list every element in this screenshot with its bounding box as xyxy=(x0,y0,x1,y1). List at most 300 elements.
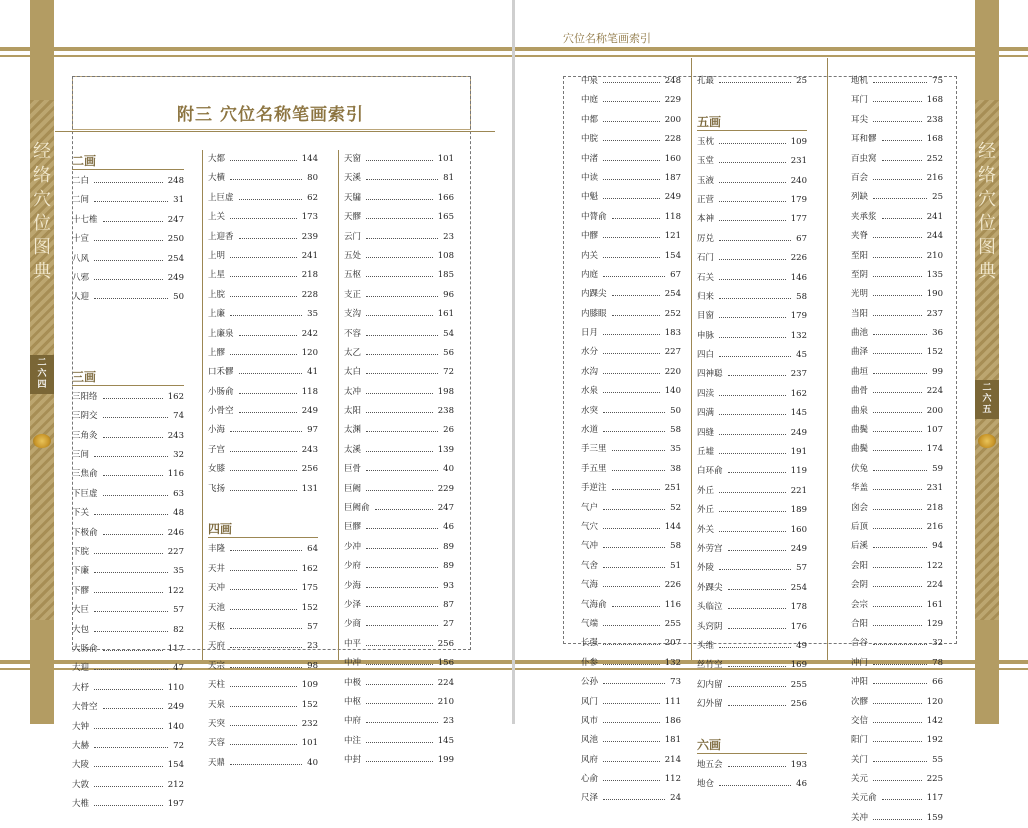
index-entry xyxy=(851,537,943,556)
index-entry xyxy=(851,188,943,207)
page-ref: 121 xyxy=(664,231,681,242)
leader-dots xyxy=(366,257,433,258)
index-entry xyxy=(851,72,943,91)
page-ref: 189 xyxy=(790,505,807,516)
index-entry xyxy=(72,172,184,191)
index-entry xyxy=(208,560,318,579)
acupoint-name: 天突 xyxy=(208,718,226,729)
index-entry xyxy=(208,169,318,188)
index-entry xyxy=(208,734,318,753)
page-ref: 243 xyxy=(167,430,184,441)
left-side-strip xyxy=(30,0,54,724)
acupoint-name: 少府 xyxy=(344,561,362,572)
index-entry xyxy=(581,654,681,673)
leader-dots xyxy=(94,689,163,690)
index-entry xyxy=(344,208,454,227)
acupoint-name: 少泽 xyxy=(344,599,362,610)
leader-dots xyxy=(719,201,786,202)
page-ref: 58 xyxy=(796,291,807,302)
page-ref: 168 xyxy=(926,134,943,145)
index-entry xyxy=(697,210,807,229)
section-underline xyxy=(697,130,807,131)
acupoint-name: 大杼 xyxy=(72,682,90,693)
index-entry xyxy=(344,538,454,557)
index-entry xyxy=(72,250,184,269)
index-entry xyxy=(851,751,943,770)
leader-dots xyxy=(366,218,433,219)
acupoint-name: 合阳 xyxy=(851,618,869,629)
index-entry xyxy=(72,230,184,249)
acupoint-name: 中都 xyxy=(581,114,599,125)
leader-dots xyxy=(728,550,786,551)
page-ref: 231 xyxy=(926,483,943,494)
page-ref: 159 xyxy=(926,812,943,823)
index-column-2 xyxy=(208,150,318,773)
acupoint-name: 大赫 xyxy=(72,740,90,751)
leader-dots xyxy=(873,121,922,122)
page-ref: 35 xyxy=(307,309,318,320)
leader-dots xyxy=(603,741,660,742)
acupoint-name: 气端 xyxy=(581,618,599,629)
leader-dots xyxy=(603,353,660,354)
leader-dots xyxy=(882,160,922,161)
top-band xyxy=(0,47,512,51)
leader-dots xyxy=(230,276,297,277)
leader-dots xyxy=(603,683,665,684)
leader-dots xyxy=(873,470,927,471)
acupoint-name: 大巨 xyxy=(72,605,90,616)
leader-dots xyxy=(719,492,786,493)
acupoint-name: 会阳 xyxy=(851,560,869,571)
right-page xyxy=(515,0,1028,823)
acupoint-name: 伏兔 xyxy=(851,463,869,474)
acupoint-name: 归来 xyxy=(697,291,715,302)
acupoint-name: 囟会 xyxy=(851,502,869,513)
leader-dots xyxy=(230,744,297,745)
page-ref: 23 xyxy=(307,641,318,652)
page-ref: 46 xyxy=(443,522,454,533)
index-entry xyxy=(581,305,681,324)
index-entry xyxy=(344,751,454,770)
leader-dots xyxy=(366,703,433,704)
leader-dots xyxy=(366,373,438,374)
leader-dots xyxy=(366,470,438,471)
index-entry xyxy=(344,150,454,169)
index-entry xyxy=(344,402,454,421)
index-entry xyxy=(344,480,454,499)
acupoint-name: 八风 xyxy=(72,253,90,264)
spacer xyxy=(72,308,184,327)
acupoint-name: 冲阳 xyxy=(851,677,869,688)
acupoint-name: 人迎 xyxy=(72,292,90,303)
index-entry xyxy=(581,731,681,750)
leader-dots xyxy=(612,295,660,296)
index-entry xyxy=(72,659,184,678)
right-side-strip xyxy=(975,0,999,724)
leader-dots xyxy=(94,786,163,787)
acupoint-name: 三间 xyxy=(72,450,90,461)
leader-dots xyxy=(603,780,660,781)
leader-dots xyxy=(873,179,922,180)
index-entry xyxy=(581,91,681,110)
index-entry xyxy=(697,501,807,520)
index-entry xyxy=(208,637,318,656)
page-ref: 27 xyxy=(443,619,454,630)
leader-dots xyxy=(94,514,168,515)
page-ref: 225 xyxy=(926,774,943,785)
acupoint-name: 大迎 xyxy=(72,663,90,674)
leader-dots xyxy=(612,450,665,451)
index-entry xyxy=(851,693,943,712)
leader-dots xyxy=(603,412,665,413)
page-ref: 186 xyxy=(664,715,681,726)
page-ref: 256 xyxy=(301,464,318,475)
leader-dots xyxy=(603,722,660,723)
acupoint-name: 中枢 xyxy=(344,696,362,707)
page-ref: 87 xyxy=(443,599,454,610)
acupoint-name: 四缝 xyxy=(697,427,715,438)
leader-dots xyxy=(873,703,922,704)
page-ref: 200 xyxy=(664,114,681,125)
leader-dots xyxy=(103,437,163,438)
leader-dots xyxy=(719,395,786,396)
page-ref: 74 xyxy=(173,411,184,422)
page-ref: 183 xyxy=(664,328,681,339)
page-ref: 111 xyxy=(664,696,681,707)
leader-dots xyxy=(612,470,665,471)
leader-dots xyxy=(603,140,660,141)
page-ref: 78 xyxy=(932,657,943,668)
index-entry xyxy=(208,579,318,598)
leader-dots xyxy=(366,742,433,743)
leader-dots xyxy=(882,140,922,141)
index-entry xyxy=(851,673,943,692)
leader-dots xyxy=(366,296,438,297)
index-entry xyxy=(344,363,454,382)
leader-dots xyxy=(719,162,786,163)
leader-dots xyxy=(230,257,297,258)
acupoint-name: 五枢 xyxy=(344,270,362,281)
leader-dots xyxy=(230,706,297,707)
leader-dots xyxy=(366,645,433,646)
acupoint-name: 小肠俞 xyxy=(208,386,234,397)
index-entry xyxy=(72,640,184,659)
leader-dots xyxy=(366,451,433,452)
page-ref: 224 xyxy=(926,386,943,397)
leader-dots xyxy=(103,708,163,709)
leader-dots xyxy=(94,592,163,593)
column-rule xyxy=(202,150,203,660)
acupoint-name: 四满 xyxy=(697,408,715,419)
page-ref: 247 xyxy=(167,214,184,225)
left-page xyxy=(0,0,512,810)
leader-dots xyxy=(94,182,163,183)
page-ref: 109 xyxy=(790,136,807,147)
index-entry xyxy=(72,679,184,698)
leader-dots xyxy=(728,705,786,706)
index-entry xyxy=(344,693,454,712)
page-ref: 118 xyxy=(301,386,318,397)
index-entry xyxy=(581,343,681,362)
leader-dots xyxy=(873,373,927,374)
acupoint-name: 中魁 xyxy=(581,192,599,203)
section-underline xyxy=(697,753,807,754)
leader-dots xyxy=(719,317,786,318)
leader-dots xyxy=(366,567,438,568)
page-ref: 26 xyxy=(443,425,454,436)
index-entry xyxy=(697,424,807,443)
page-ref: 249 xyxy=(790,427,807,438)
page-ref: 216 xyxy=(926,521,943,532)
acupoint-name: 大包 xyxy=(72,624,90,635)
acupoint-name: 四白 xyxy=(697,350,715,361)
leader-dots xyxy=(728,766,786,767)
leader-dots xyxy=(603,276,665,277)
acupoint-name: 少海 xyxy=(344,580,362,591)
acupoint-name: 水沟 xyxy=(581,366,599,377)
index-entry xyxy=(697,579,807,598)
acupoint-name: 曲池 xyxy=(851,328,869,339)
page-ref: 45 xyxy=(796,350,807,361)
acupoint-name: 内庭 xyxy=(581,269,599,280)
acupoint-name: 下髎 xyxy=(72,585,90,596)
acupoint-name: 中膂俞 xyxy=(581,211,607,222)
acupoint-name: 后顶 xyxy=(851,521,869,532)
acupoint-name: 手五里 xyxy=(581,463,607,474)
leader-dots xyxy=(366,315,433,316)
leader-dots xyxy=(719,453,786,454)
acupoint-name: 申脉 xyxy=(697,330,715,341)
index-entry xyxy=(581,247,681,266)
acupoint-name: 小骨空 xyxy=(208,406,234,417)
acupoint-name: 合谷 xyxy=(851,638,869,649)
page-ref: 250 xyxy=(167,234,184,245)
acupoint-name: 外劳宫 xyxy=(697,543,723,554)
leader-dots xyxy=(366,606,438,607)
acupoint-name: 大都 xyxy=(208,154,226,164)
acupoint-name: 内踝尖 xyxy=(581,289,607,300)
index-entry xyxy=(344,577,454,596)
acupoint-name: 仆参 xyxy=(581,657,599,668)
index-entry xyxy=(851,111,943,130)
acupoint-name: 中极 xyxy=(344,677,362,688)
leader-dots xyxy=(103,534,163,535)
leader-dots xyxy=(239,393,297,394)
acupoint-name: 下极俞 xyxy=(72,527,98,538)
index-entry xyxy=(208,540,318,559)
index-entry xyxy=(851,712,943,731)
section-heading xyxy=(697,734,807,756)
page-ref: 232 xyxy=(301,718,318,729)
index-entry xyxy=(851,557,943,576)
book-title-vertical: 经 络 穴 位 图 典 xyxy=(978,141,996,282)
page-ref: 82 xyxy=(173,624,184,635)
index-entry xyxy=(344,228,454,247)
leader-dots xyxy=(230,686,297,687)
index-entry xyxy=(697,172,807,191)
index-entry xyxy=(581,634,681,653)
acupoint-name: 冲门 xyxy=(851,657,869,668)
section-heading-text: 二画 xyxy=(72,154,97,168)
index-entry xyxy=(208,696,318,715)
leader-dots xyxy=(612,218,660,219)
leader-dots xyxy=(603,373,660,374)
leader-dots xyxy=(230,628,302,629)
leader-dots xyxy=(719,240,791,241)
leader-dots xyxy=(230,451,297,452)
acupoint-name: 太溪 xyxy=(344,444,362,455)
acupoint-name: 十宣 xyxy=(72,234,90,245)
page-ref: 252 xyxy=(664,308,681,319)
page-ref: 252 xyxy=(926,153,943,164)
page-ref: 144 xyxy=(301,154,318,164)
leader-dots xyxy=(612,606,660,607)
acupoint-name: 外踝尖 xyxy=(697,582,723,593)
leader-dots xyxy=(366,528,438,529)
page-ref: 122 xyxy=(167,585,184,596)
section-underline xyxy=(208,537,318,538)
acupoint-name: 四神聪 xyxy=(697,369,723,380)
index-entry xyxy=(72,756,184,775)
acupoint-name: 下脘 xyxy=(72,547,90,558)
page-ref: 226 xyxy=(664,580,681,591)
index-entry xyxy=(72,485,184,504)
index-entry xyxy=(72,795,184,814)
acupoint-name: 中庭 xyxy=(581,95,599,106)
index-entry xyxy=(581,673,681,692)
page-ref: 25 xyxy=(796,76,807,86)
page-ref: 221 xyxy=(790,485,807,496)
acupoint-name: 天池 xyxy=(208,602,226,613)
index-entry xyxy=(851,343,943,362)
spacer xyxy=(72,347,184,366)
page-ref: 36 xyxy=(932,328,943,339)
acupoint-name: 天溪 xyxy=(344,173,362,184)
index-entry xyxy=(581,227,681,246)
index-entry xyxy=(851,266,943,285)
leader-dots xyxy=(873,276,922,277)
acupoint-name: 巨髎 xyxy=(344,522,362,533)
leader-dots xyxy=(719,414,786,415)
leader-dots xyxy=(230,570,297,571)
page-ref: 228 xyxy=(664,134,681,145)
acupoint-name: 水泉 xyxy=(581,386,599,397)
page-ref: 168 xyxy=(926,95,943,106)
index-entry xyxy=(208,676,318,695)
index-entry xyxy=(697,637,807,656)
acupoint-name: 天冲 xyxy=(208,583,226,594)
page-ref: 220 xyxy=(664,366,681,377)
index-entry xyxy=(851,809,943,828)
page-ref: 46 xyxy=(796,779,807,790)
index-entry xyxy=(851,479,943,498)
index-entry xyxy=(208,754,318,773)
acupoint-name: 飞扬 xyxy=(208,483,226,494)
leader-dots xyxy=(603,237,660,238)
acupoint-name: 天牖 xyxy=(344,192,362,203)
leader-dots xyxy=(873,586,922,587)
leader-dots xyxy=(94,805,163,806)
acupoint-name: 尺泽 xyxy=(581,793,599,804)
section-heading-text: 三画 xyxy=(72,369,97,384)
leader-dots xyxy=(882,799,922,800)
leader-dots xyxy=(366,199,433,200)
acupoint-name: 地机 xyxy=(851,76,869,86)
index-entry xyxy=(72,776,184,795)
page-ref: 108 xyxy=(437,250,454,261)
leader-dots xyxy=(873,606,922,607)
acupoint-name: 天府 xyxy=(208,641,226,652)
acupoint-name: 少商 xyxy=(344,619,362,630)
page-ref: 210 xyxy=(437,696,454,707)
leader-dots xyxy=(873,412,922,413)
index-entry xyxy=(697,559,807,578)
page-number: 二 六 五 xyxy=(975,380,999,419)
section-underline xyxy=(72,169,184,170)
page-ref: 166 xyxy=(437,192,454,203)
page-ref: 242 xyxy=(301,328,318,339)
acupoint-name: 外陵 xyxy=(697,563,715,574)
leader-dots xyxy=(873,315,922,316)
index-entry xyxy=(72,427,184,446)
acupoint-name: 三阴交 xyxy=(72,411,98,422)
page-ref: 107 xyxy=(926,425,943,436)
page-ref: 229 xyxy=(437,483,454,494)
index-entry xyxy=(581,537,681,556)
index-entry xyxy=(72,543,184,562)
acupoint-name: 女膝 xyxy=(208,464,226,475)
page-ref: 101 xyxy=(301,738,318,749)
index-entry xyxy=(851,382,943,401)
leader-dots xyxy=(603,392,660,393)
leader-dots xyxy=(873,257,922,258)
leader-dots xyxy=(719,182,786,183)
index-entry xyxy=(697,676,807,695)
page-ref: 62 xyxy=(307,192,318,203)
page-ref: 144 xyxy=(664,521,681,532)
section-heading-text: 五画 xyxy=(697,114,722,129)
page-ref: 237 xyxy=(790,369,807,380)
page-ref: 214 xyxy=(664,754,681,765)
page-ref: 97 xyxy=(307,425,318,436)
leader-dots xyxy=(873,761,927,762)
page-ref: 192 xyxy=(926,735,943,746)
spacer xyxy=(208,499,318,518)
acupoint-name: 天髎 xyxy=(344,212,362,223)
index-entry xyxy=(344,169,454,188)
leader-dots xyxy=(612,489,660,490)
flower-icon xyxy=(33,434,51,448)
leader-dots xyxy=(94,298,168,299)
acupoint-name: 四渎 xyxy=(697,388,715,399)
index-entry xyxy=(344,674,454,693)
page-ref: 117 xyxy=(926,793,943,804)
acupoint-name: 至阴 xyxy=(851,269,869,280)
index-entry xyxy=(581,557,681,576)
leader-dots xyxy=(366,276,433,277)
index-entry xyxy=(697,269,807,288)
index-entry xyxy=(344,518,454,537)
index-entry xyxy=(208,247,318,266)
page-ref: 240 xyxy=(790,175,807,186)
acupoint-name: 大骨空 xyxy=(72,702,98,713)
acupoint-name: 三阳络 xyxy=(72,391,98,402)
page-ref: 254 xyxy=(790,582,807,593)
acupoint-name: 风门 xyxy=(581,696,599,707)
index-entry xyxy=(208,383,318,402)
acupoint-name: 风池 xyxy=(581,735,599,746)
section-heading-text: 四画 xyxy=(208,522,233,537)
